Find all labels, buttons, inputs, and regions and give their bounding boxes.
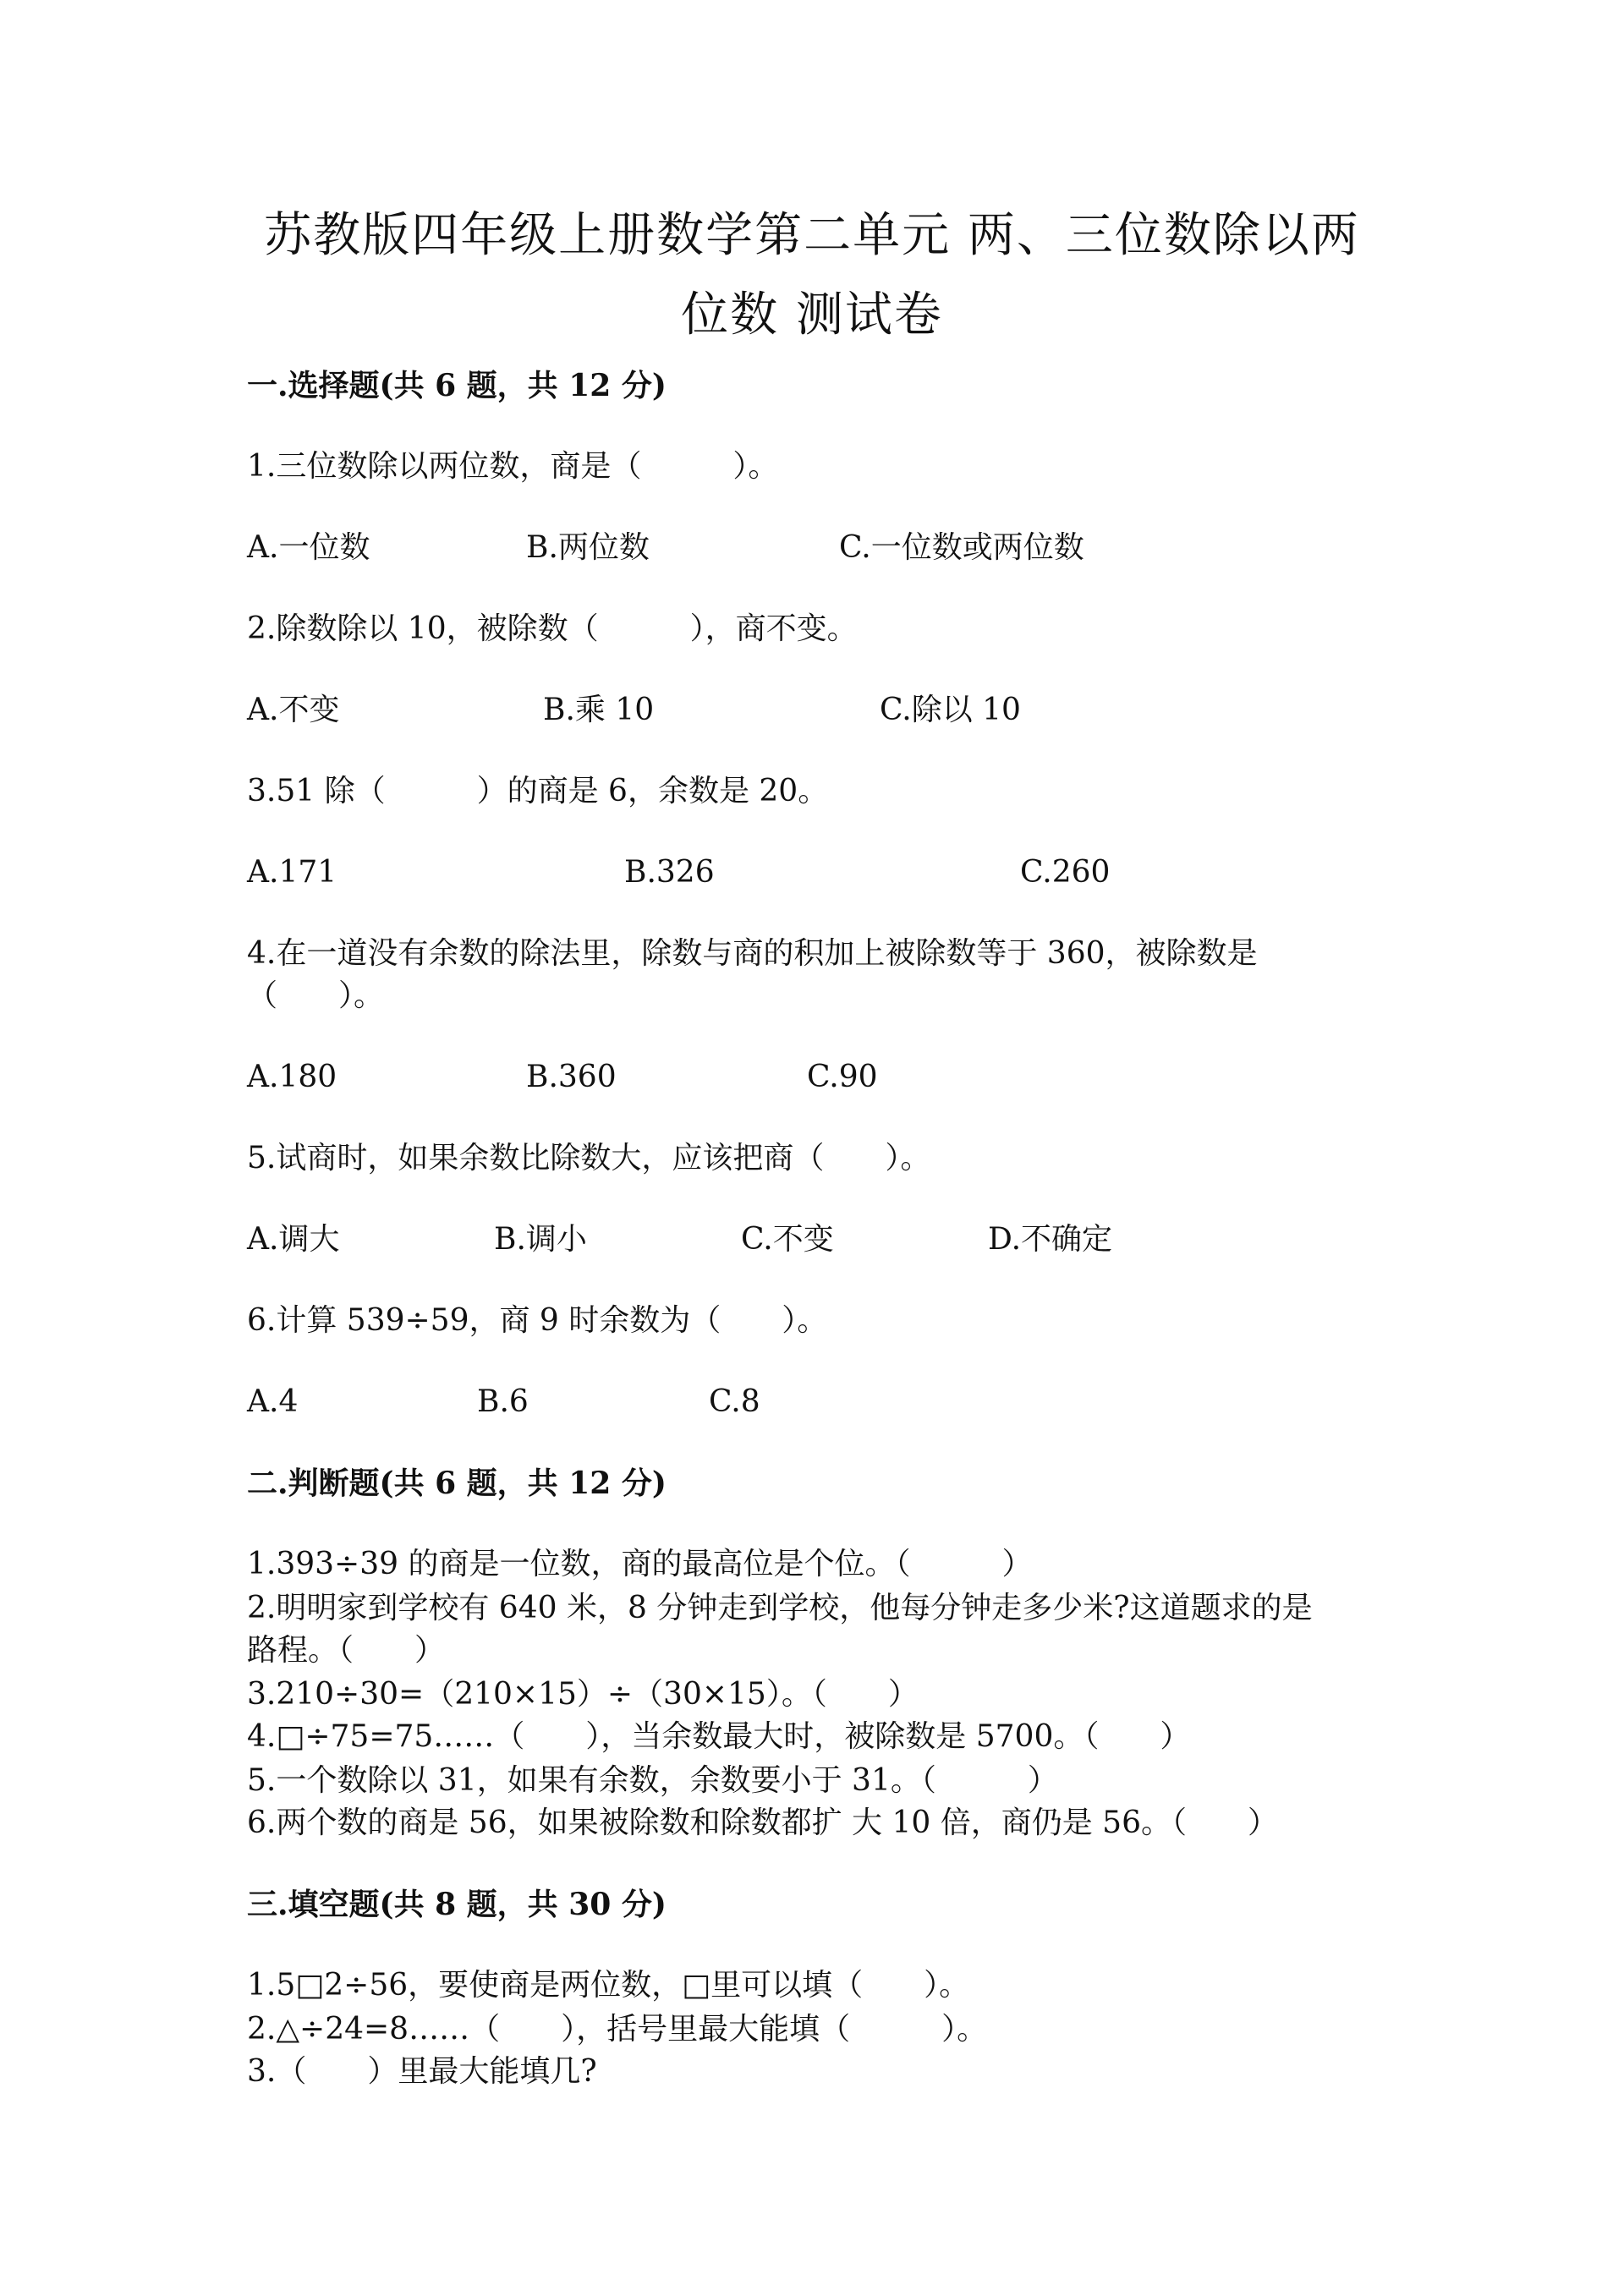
title-line-2: 位数 测试卷 — [681, 288, 943, 342]
question-text: 5.试商时，如果余数比除数大，应该把商（ ）。 — [247, 1141, 931, 1175]
option-c: C.除以 10 — [880, 693, 1021, 727]
option-c: C.260 — [1020, 855, 1111, 890]
judgment-item: 5.一个数除以 31，如果有余数，余数要小于 31。（ ） — [247, 1763, 1058, 1798]
fill-blank-item: 2.△÷24=8……（ ），括号里最大能填（ ）。 — [247, 2012, 988, 2047]
question-text: 6.计算 539÷59，商 9 时余数为（ ）。 — [247, 1303, 828, 1338]
title-line-1: 苏教版四年级上册数学第二单元 两、三位数除以两 — [264, 208, 1360, 263]
fill-blank-item: 1.5□2÷56，要使商是两位数，□里可以填（ ）。 — [247, 1968, 970, 2003]
option-c: C.90 — [807, 1060, 878, 1094]
judgment-item: 2.明明家到学校有 640 米，8 分钟走到学校，他每分钟走多少米?这道题求的是 — [247, 1591, 1313, 1625]
option-b: B.326 — [624, 855, 715, 890]
option-a: A.180 — [247, 1060, 337, 1094]
question-text: 4.在一道没有余数的除法里，除数与商的积加上被除数等于 360，被除数是 — [247, 936, 1258, 971]
option-a: A.调大 — [247, 1222, 340, 1257]
judgment-item: 6.两个数的商是 56，如果被除数和除数都扩 大 10 倍，商仍是 56。（ ） — [247, 1806, 1278, 1840]
question-text: 2.除数除以 10，被除数（ ），商不变。 — [247, 611, 858, 646]
option-b: B.6 — [477, 1384, 529, 1419]
judgment-item: 3.210÷30=（210×15）÷（30×15）。（ ） — [247, 1677, 919, 1712]
option-c: C.不变 — [741, 1222, 834, 1257]
section-heading-fill-blank: 三.填空题(共 8 题，共 30 分) — [247, 1887, 667, 1922]
option-a: A.4 — [247, 1384, 299, 1419]
judgment-item: 1.393÷39 的商是一位数，商的最高位是个位。（ ） — [247, 1547, 1033, 1581]
question-text: 1.三位数除以两位数，商是（ ）。 — [247, 449, 779, 484]
option-b: B.调小 — [494, 1222, 587, 1257]
question-text-continued: （ ）。 — [247, 978, 385, 1013]
option-a: A.171 — [247, 855, 337, 890]
option-c: C.8 — [709, 1384, 760, 1419]
option-b: B.360 — [526, 1060, 617, 1094]
fill-blank-item: 3.（ ）里最大能填几? — [247, 2054, 597, 2089]
section-heading-judgment: 二.判断题(共 6 题，共 12 分) — [247, 1466, 667, 1501]
question-text: 3.51 除（ ）的商是 6，余数是 20。 — [247, 774, 829, 808]
option-b: B.乘 10 — [543, 693, 655, 727]
page-title — [220, 196, 1404, 355]
option-a: A.一位数 — [247, 530, 370, 565]
option-d: D.不确定 — [988, 1222, 1113, 1257]
judgment-item-continued: 路程。（ ） — [247, 1633, 446, 1668]
section-heading-choice: 一.选择题(共 6 题，共 12 分) — [247, 368, 667, 403]
option-b: B.两位数 — [526, 530, 650, 565]
option-c: C.一位数或两位数 — [839, 530, 1084, 565]
option-a: A.不变 — [247, 693, 340, 727]
judgment-item: 4.□÷75=75……（ ），当余数最大时，被除数是 5700。（ ） — [247, 1719, 1191, 1754]
